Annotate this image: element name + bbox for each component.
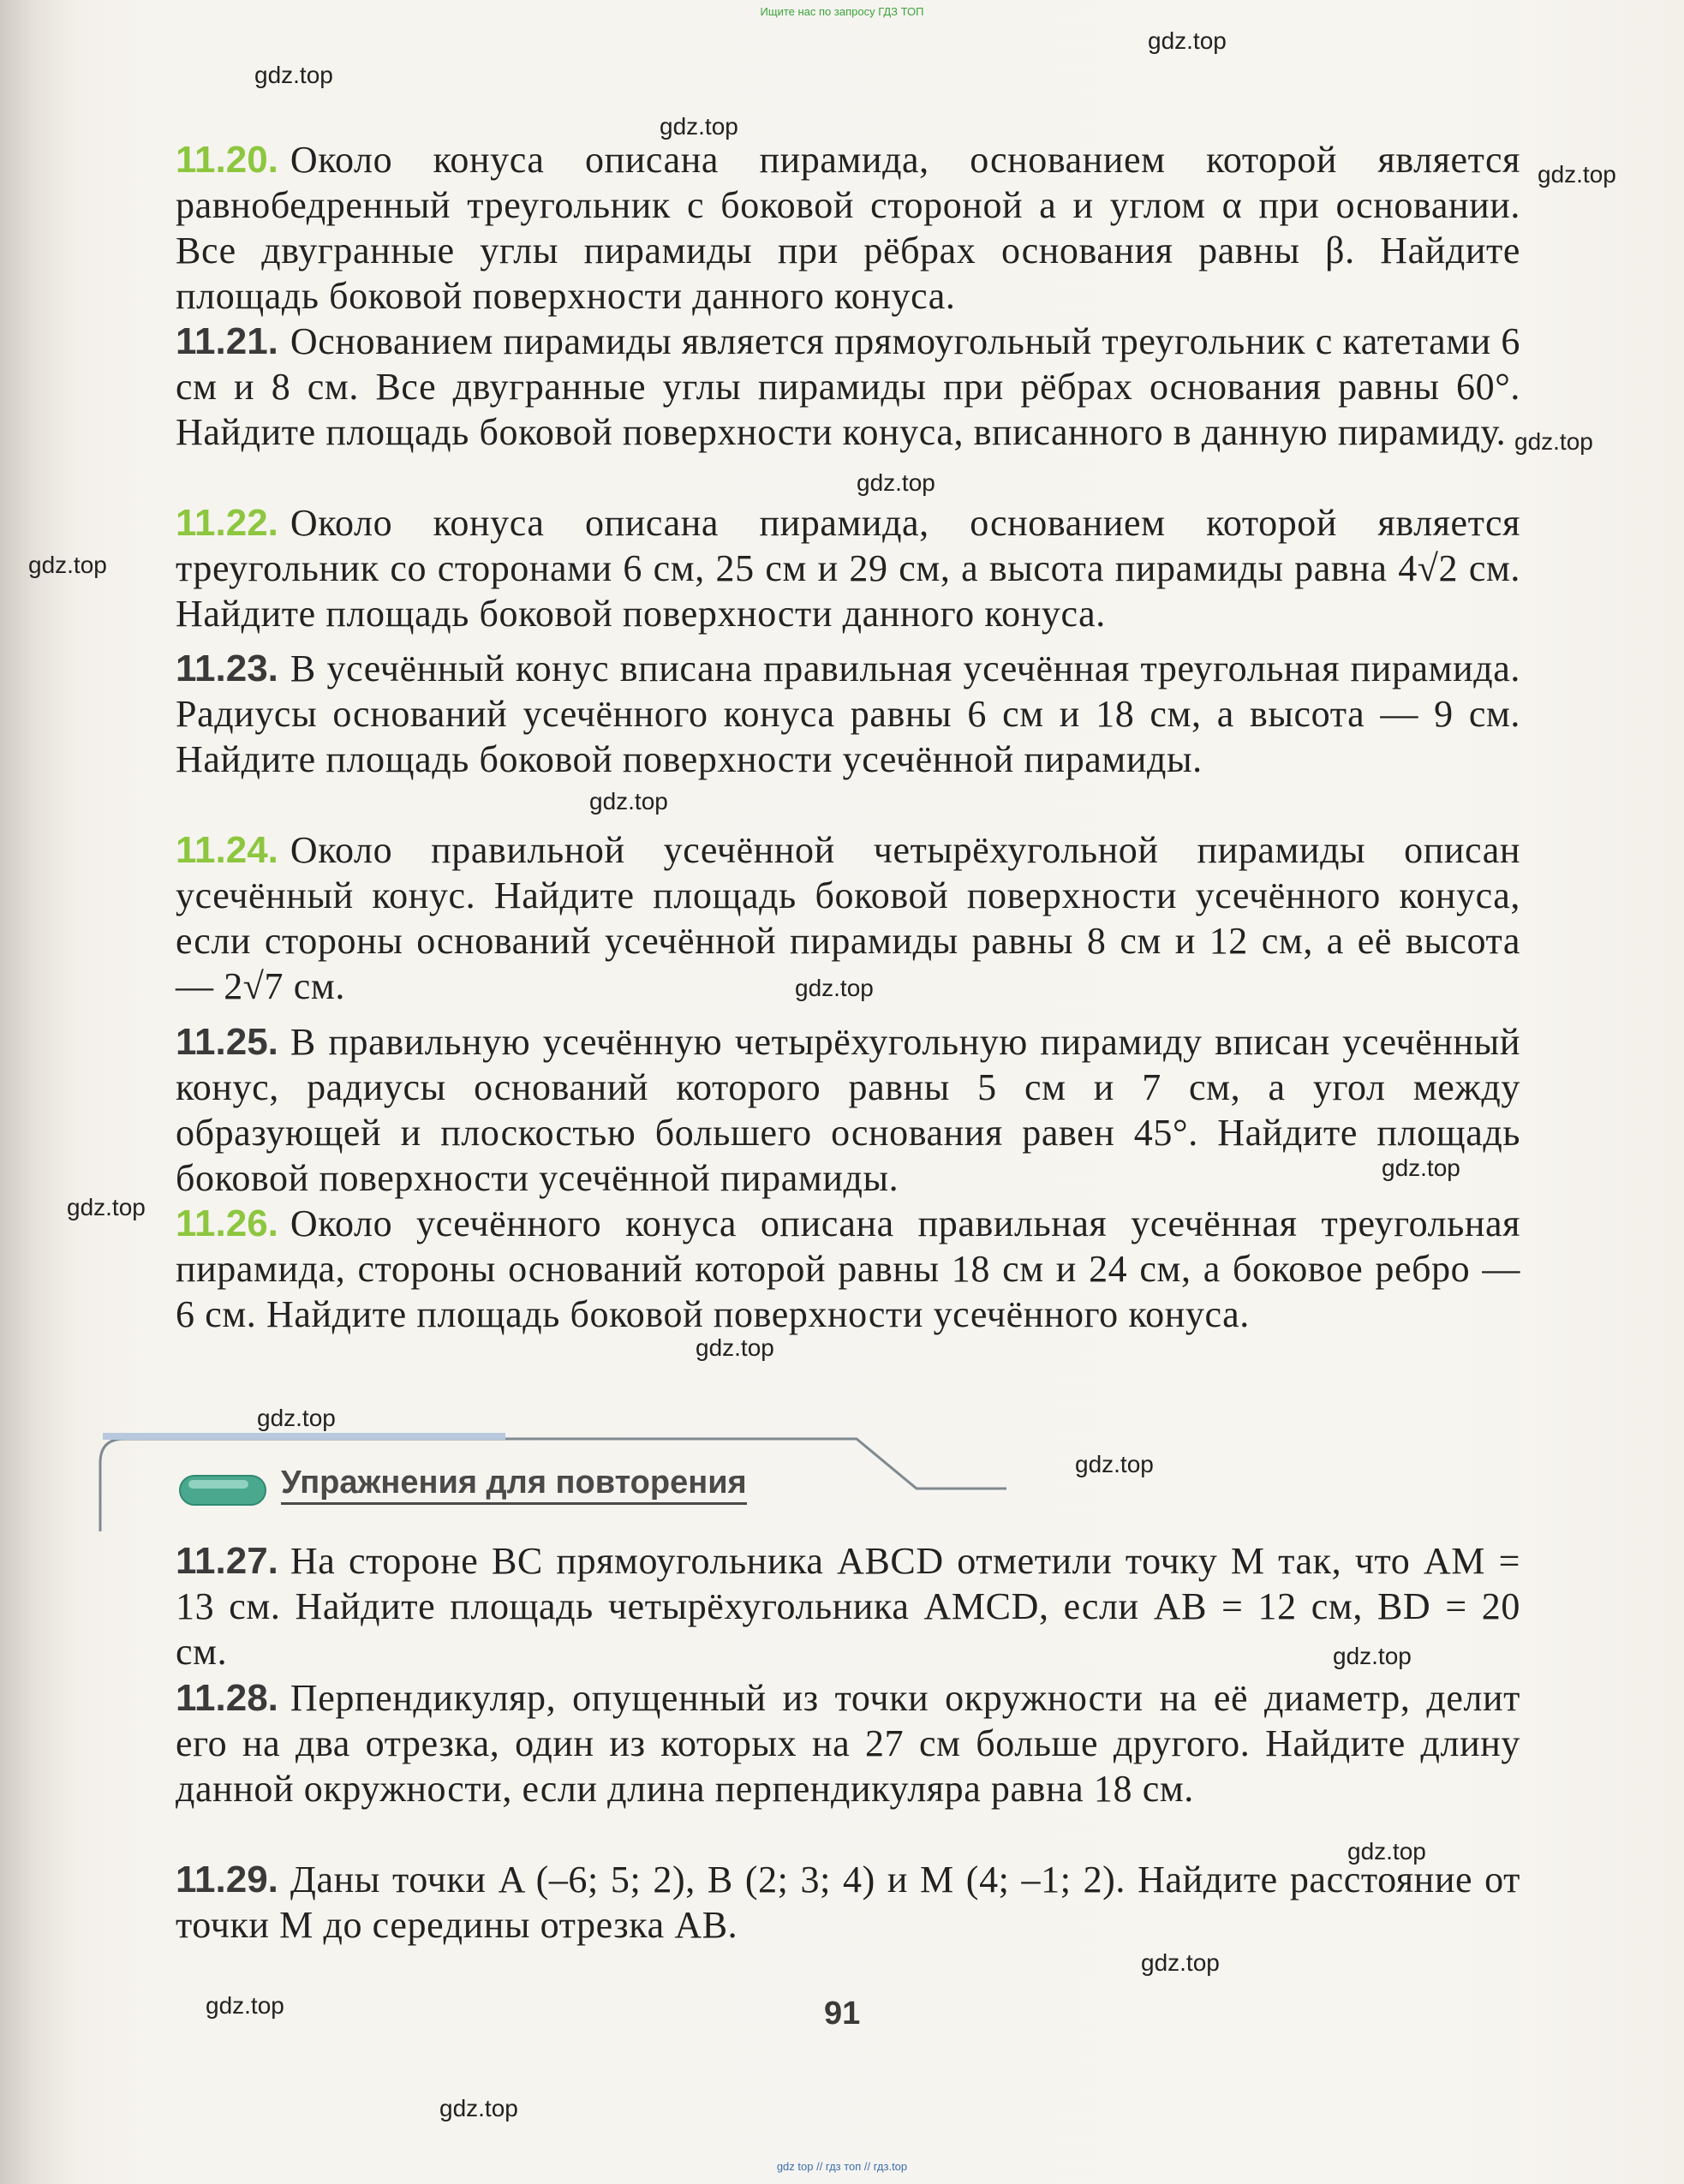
problem-number: 11.21.	[176, 320, 278, 362]
watermark: gdz.top	[1148, 27, 1227, 54]
watermark: gdz.top	[1538, 161, 1616, 188]
watermark: gdz.top	[857, 469, 935, 496]
watermark: gdz.top	[1333, 1643, 1412, 1669]
problem-number: 11.20.	[176, 139, 278, 181]
page-number: 91	[824, 1996, 861, 2032]
watermark: gdz.top	[1514, 428, 1593, 455]
problem-text: Около конуса описана пирамида, основанием которой является треугольник со сторонами 6 см, 25 см и 29 см, а высота пирамиды равна 4√2 см. Найдите площадь боковой поверхности данного конуса.	[176, 502, 1520, 635]
problem-number: 11.28.	[176, 1677, 278, 1719]
problem-11-27	[176, 1538, 1520, 1674]
problem-11-22	[176, 500, 1520, 636]
problem-text: Перпендикуляр, опущенный из точки окружности на её диаметр, делит его на два отрезка, один из которых на 27 см больше другого. Найдите длину данной окружности, если длина перпендикуляра равна 18 см.	[176, 1677, 1520, 1810]
problem-number: 11.29.	[176, 1859, 278, 1901]
watermark: gdz.top	[660, 113, 738, 140]
problem-11-20	[176, 137, 1520, 319]
problem-text: Основанием пирамиды является прямоугольный треугольник с катетами 6 см и 8 см. Все двугранные углы пирамиды при рёбрах основания равны 60°. Найдите площадь боковой поверхности конуса, вписанного в данную пирамиду.	[176, 320, 1520, 453]
problem-number: 11.26.	[176, 1202, 278, 1244]
problem-11-24	[176, 827, 1520, 1009]
problem-text: В усечённый конус вписана правильная усечённая треугольная пирамида. Радиусы оснований усечённого конуса равны 6 см и 18 см, а высота — 9 см. Найдите площадь боковой поверхности усечённой пирамиды.	[176, 647, 1520, 780]
problem-text: Около правильной усечённой четырёхугольной пирамиды описан усечённый конус. Найдите площадь боковой поверхности усечённого конуса, если стороны оснований усечённой пирамиды равны 8 см и 12 см, а её высота — 2√7 см.	[176, 829, 1520, 1007]
problem-number: 11.24.	[176, 829, 278, 871]
problem-number: 11.25.	[176, 1021, 278, 1063]
top-search-note: Ищите нас по запросу ГДЗ ТОП	[760, 5, 924, 18]
watermark: gdz.top	[206, 1992, 284, 2019]
watermark: gdz.top	[1141, 1949, 1220, 1976]
watermark: gdz.top	[795, 975, 874, 1001]
problem-11-23	[176, 646, 1520, 782]
watermark: gdz.top	[1347, 1838, 1426, 1865]
watermark: gdz.top	[28, 552, 107, 578]
section-title: Упражнения для повторения	[281, 1465, 747, 1505]
watermark: gdz.top	[67, 1194, 146, 1220]
watermark: gdz.top	[1382, 1155, 1460, 1181]
problem-text: Около конуса описана пирамида, основанием которой является равнобедренный треугольник с боковой стороной a и углом α при основании. Все двугранные углы пирамиды при рёбрах основания равны β. Найдите площадь боковой поверхности данного конуса.	[176, 139, 1520, 317]
problem-text: Около усечённого конуса описана правильная усечённая треугольная пирамида, стороны оснований которой равны 18 см и 24 см, а боковое ребро — 6 см. Найдите площадь боковой поверхности усечённого конуса.	[176, 1202, 1520, 1335]
watermark: gdz.top	[254, 62, 333, 88]
problem-text: На стороне BC прямоугольника ABCD отметили точку M так, что AM = 13 см. Найдите площадь четырёхугольника AMCD, если AB = 12 см, BD = 20 см.	[176, 1540, 1520, 1673]
watermark: gdz.top	[696, 1334, 774, 1361]
problem-11-28	[176, 1675, 1520, 1811]
watermark: gdz.top	[439, 2095, 518, 2121]
problem-number: 11.22.	[176, 502, 278, 544]
problem-11-29	[176, 1857, 1520, 1948]
problem-11-25	[176, 1019, 1520, 1201]
problem-text: Даны точки A (–6; 5; 2), B (2; 3; 4) и M (4; –1; 2). Найдите расстояние от точки M до середины отрезка AB.	[176, 1859, 1520, 1946]
problem-number: 11.23.	[176, 647, 278, 689]
watermark: gdz.top	[257, 1405, 336, 1431]
bottom-note: gdz top // гдз топ // гдз.top	[776, 2160, 908, 2173]
problem-number: 11.27.	[176, 1540, 278, 1582]
watermark: gdz.top	[1075, 1451, 1154, 1477]
problem-text: В правильную усечённую четырёхугольную пирамиду вписан усечённый конус, радиусы оснований которого равны 5 см и 7 см, а угол между образующей и плоскостью большего основания равен 45°. Найдите площадь боковой поверхности усечённой пирамиды.	[176, 1021, 1520, 1199]
watermark: gdz.top	[589, 788, 668, 815]
problem-11-26	[176, 1201, 1520, 1337]
problem-11-21	[176, 319, 1520, 455]
